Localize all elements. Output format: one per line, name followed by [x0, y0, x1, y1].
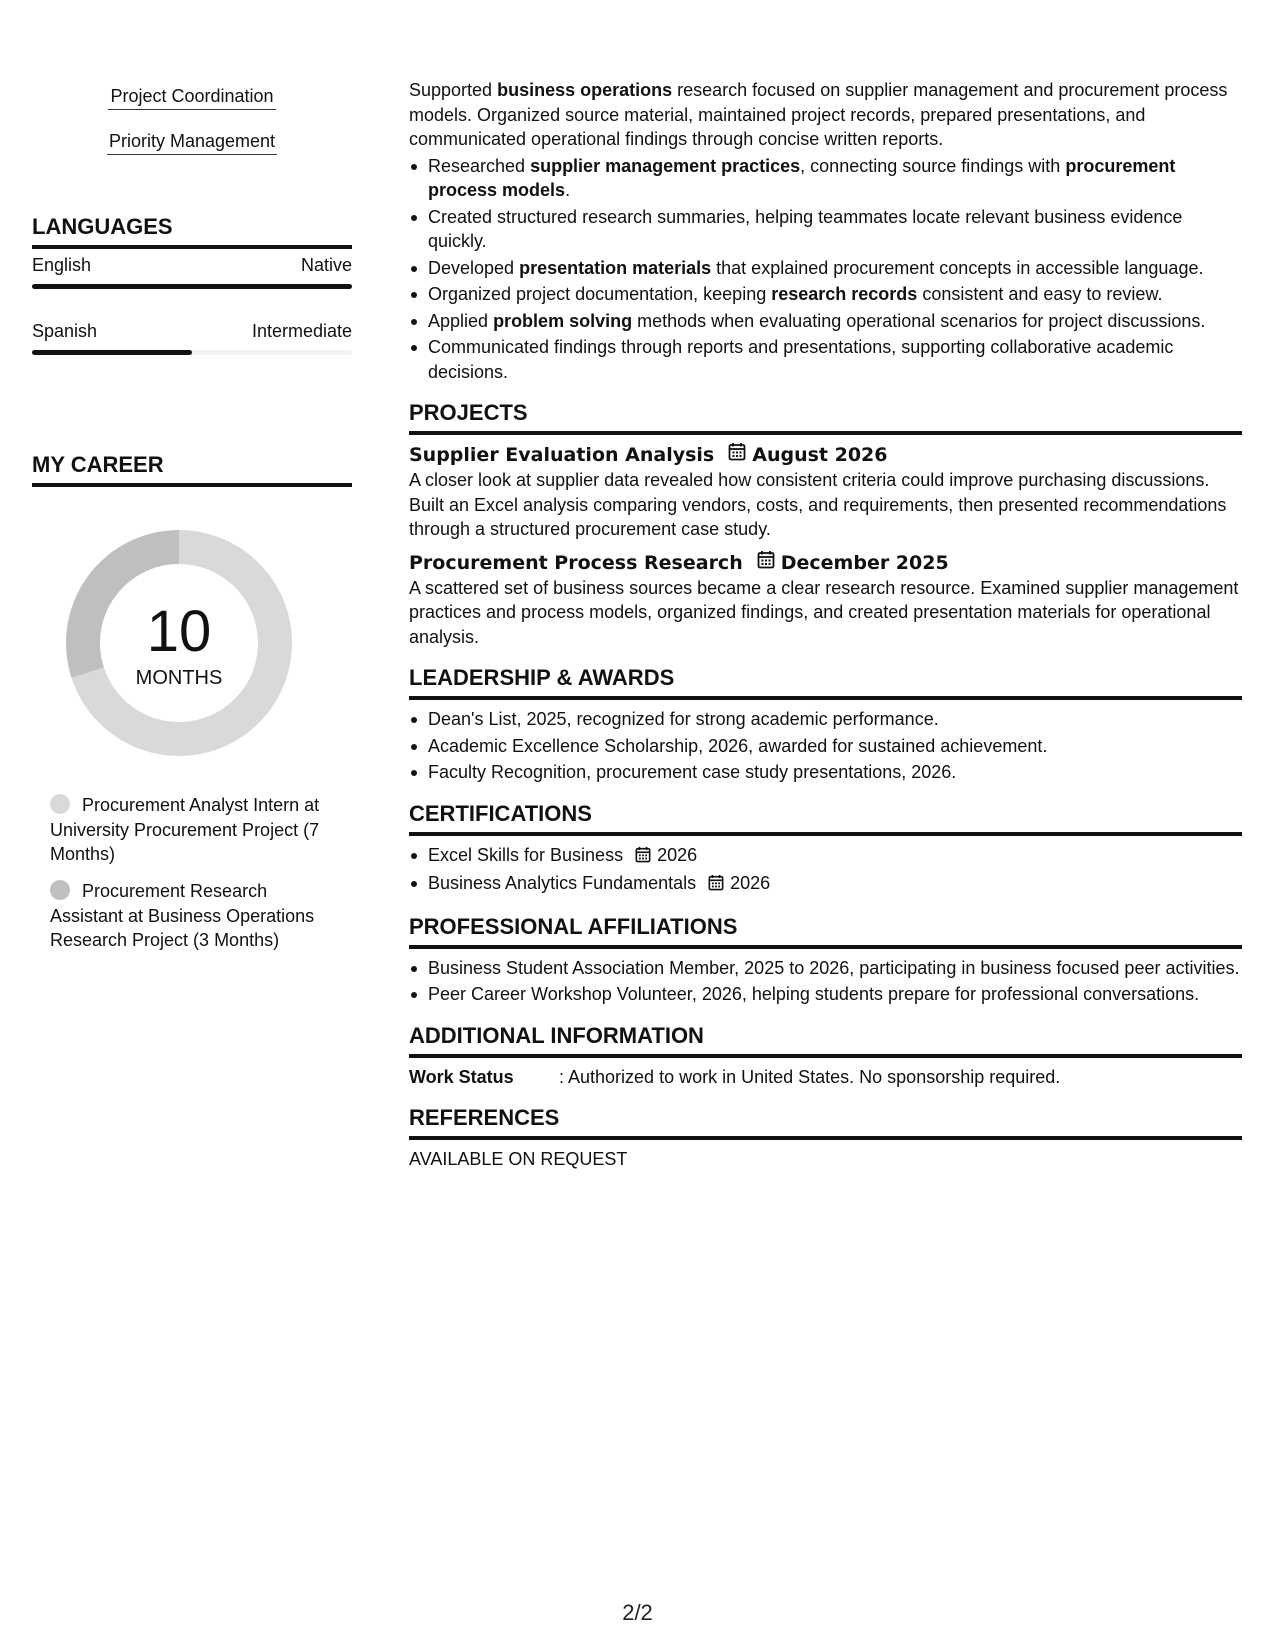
career-item	[50, 793, 320, 867]
experience-bullet	[409, 154, 1242, 203]
language-name: English	[32, 255, 92, 275]
bold-text: procurement process models	[428, 155, 1176, 200]
calendar-icon	[728, 442, 746, 468]
text-run: Communicated findings through reports and presentations, supporting collaborative academic decisions.	[428, 337, 1174, 382]
languages-heading: LANGUAGES	[32, 214, 352, 249]
project-date: August 2026	[752, 444, 888, 466]
text-run: , connecting source findings with	[800, 155, 1066, 176]
text-run: Researched	[428, 155, 531, 176]
affiliation-item: Peer Career Workshop Volunteer, 2026, helping students prepare for professional conversations.	[409, 982, 1242, 1007]
text-run: Supported	[409, 80, 498, 100]
certification-item	[409, 843, 1242, 870]
project-name: Procurement Process Research	[409, 551, 743, 574]
calendar-icon	[757, 550, 775, 576]
calendar-icon	[635, 845, 651, 870]
left-column	[32, 84, 352, 950]
career-donut-chart	[66, 530, 292, 756]
references-heading: REFERENCES	[409, 1105, 1242, 1140]
language-row	[32, 254, 352, 276]
project-date: December 2025	[780, 551, 949, 574]
career-item-text: Procurement Analyst Intern at University Procurement Project (7 Months)	[50, 795, 320, 864]
language-level: Intermediate	[251, 321, 352, 341]
skill-tag-label: Priority Management	[107, 129, 277, 155]
affiliation-item: Business Student Association Member, 2025 to 2026, participating in business focused peer activities.	[409, 956, 1242, 981]
projects-heading: PROJECTS	[409, 400, 1242, 435]
experience-bullets	[409, 154, 1242, 385]
certification-name: Business Analytics Fundamentals	[428, 873, 697, 893]
leadership-item: Dean's List, 2025, recognized for strong academic performance.	[409, 707, 1242, 732]
leadership-heading: LEADERSHIP & AWARDS	[409, 665, 1242, 700]
bold-text: research records	[771, 284, 918, 304]
language-row	[32, 320, 352, 342]
skill-tag-label: Project Coordination	[108, 84, 275, 110]
project-description: A scattered set of business sources became a clear research resource. Examined supplier management practices and process models, organized findings, and created presentation materials for operational analysis.	[409, 577, 1239, 647]
text-run: Organized project documentation, keeping	[428, 284, 772, 304]
text-run: Applied	[428, 310, 494, 331]
text-run: .	[565, 180, 571, 200]
bold-text: business operations	[497, 80, 673, 100]
affiliations-list	[409, 956, 1242, 1007]
certification-name: Excel Skills for Business	[428, 844, 624, 865]
work-status-value: : Authorized to work in United States. No sponsorship required.	[559, 1066, 1061, 1087]
leadership-list	[409, 707, 1242, 785]
text-run: Developed	[428, 257, 520, 278]
right-column	[409, 78, 1242, 1172]
bold-text: presentation materials	[519, 257, 712, 278]
leadership-item: Academic Excellence Scholarship, 2026, awarded for sustained achievement.	[409, 734, 1242, 759]
certification-year: 2026	[657, 844, 698, 865]
career-total-months: 10	[146, 599, 212, 664]
leadership-item: Faculty Recognition, procurement case study presentations, 2026.	[409, 760, 1242, 785]
project-header	[409, 550, 1242, 576]
experience-summary	[409, 78, 1242, 152]
bold-text: problem solving	[493, 310, 633, 331]
language-proficiency-bar	[32, 350, 352, 355]
experience-bullet	[409, 335, 1242, 384]
language-level: Native	[300, 255, 352, 275]
certifications-list	[409, 843, 1242, 898]
experience-bullet	[409, 256, 1242, 281]
text-run: methods when evaluating operational scenarios for project discussions.	[632, 310, 1206, 331]
project-name: Supplier Evaluation Analysis	[409, 444, 715, 466]
references-text: AVAILABLE ON REQUEST	[409, 1149, 628, 1169]
language-proficiency-bar	[32, 284, 352, 289]
career-item	[50, 879, 320, 953]
calendar-icon	[708, 873, 724, 898]
work-status-row	[409, 1065, 1242, 1090]
certifications-heading: CERTIFICATIONS	[409, 801, 1242, 836]
text-run: that explained procurement concepts in accessible language.	[711, 257, 1204, 278]
skill-tag	[32, 84, 352, 110]
additional-info-heading: ADDITIONAL INFORMATION	[409, 1023, 1242, 1058]
page-number: 2/2	[622, 1600, 653, 1625]
text-run: research focused on supplier management and procurement process models. Organized source material, maintained project records, prepared presentations, and communicated operational findings through concise written reports.	[409, 80, 1228, 149]
language-proficiency-fill	[32, 284, 352, 289]
career-legend-dot	[50, 794, 70, 814]
project-description: A closer look at supplier data revealed how consistent criteria could improve purchasing discussions. Built an Excel analysis comparing vendors, costs, and requirements, then presented recommendations through a structured procurement case study.	[409, 470, 1227, 539]
text-run: Created structured research summaries, helping teammates locate relevant business evidence quickly.	[428, 206, 1183, 251]
language-proficiency-fill	[32, 350, 192, 355]
experience-bullet	[409, 282, 1242, 307]
affiliations-heading: PROFESSIONAL AFFILIATIONS	[409, 914, 1242, 949]
certification-year: 2026	[730, 873, 771, 893]
career-legend-dot	[50, 880, 70, 900]
skill-tag	[32, 129, 352, 155]
language-name: Spanish	[32, 321, 98, 341]
text-run: consistent and easy to review.	[917, 284, 1163, 304]
career-heading: MY CAREER	[32, 452, 352, 487]
career-total-unit: MONTHS	[135, 667, 223, 689]
experience-bullet	[409, 309, 1242, 334]
career-item-text: Procurement Research Assistant at Business Operations Research Project (3 Months)	[50, 881, 315, 950]
project-header	[409, 442, 1242, 468]
certification-item	[409, 871, 1242, 898]
work-status-label: Work Status	[409, 1066, 514, 1087]
experience-bullet	[409, 205, 1242, 254]
bold-text: supplier management practices	[530, 155, 801, 176]
